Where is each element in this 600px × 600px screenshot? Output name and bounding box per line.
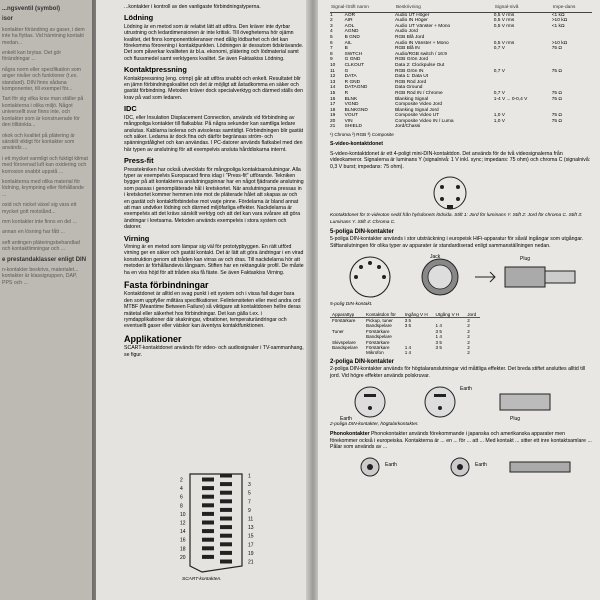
scart-pin xyxy=(202,546,214,550)
signal-level: 0,5 V rms xyxy=(493,12,515,18)
din-col-device: Apparattyp xyxy=(330,312,364,318)
din-input: 1 4 xyxy=(404,350,412,356)
signal-name: R xyxy=(344,90,349,96)
din-table-body xyxy=(330,317,480,355)
signal-level: 1,0 V xyxy=(493,113,505,119)
signal-name: VOUT xyxy=(344,113,358,119)
scart-pins-right xyxy=(220,474,254,566)
signal-level: 0,5 V rms xyxy=(493,40,515,46)
left-fragment: annan en lösning har fått ... xyxy=(2,229,65,236)
din-device-type xyxy=(330,350,364,355)
scart-pin xyxy=(202,529,214,533)
signal-level: 1,0 V xyxy=(493,118,505,124)
din-connector-for: Bandspelare xyxy=(366,323,392,329)
scart-connector-diagram xyxy=(172,470,272,576)
scart-pin-label: 8 xyxy=(180,503,183,510)
din-ground: 2 xyxy=(467,328,470,334)
signal-impedance: 75 Ω xyxy=(551,68,563,74)
right-column xyxy=(330,4,592,480)
pin-table-body xyxy=(330,12,592,130)
scart-pin xyxy=(220,482,232,486)
din-ground: 2 xyxy=(467,339,470,345)
phono-label-2: Earth xyxy=(475,461,487,468)
pin-number: 16 xyxy=(330,96,336,102)
scart-pin-label: 18 xyxy=(180,546,186,553)
signal-name: R GND xyxy=(344,79,361,85)
signal-description: Composite Video IN / Luma xyxy=(394,118,454,124)
din-col-input: Ingång V H xyxy=(403,312,434,318)
signal-impedance: >10 kΩ xyxy=(551,40,568,46)
pin-number: 12 xyxy=(330,74,336,80)
svideo-connector-diagram xyxy=(410,173,490,213)
din-table-row xyxy=(330,350,480,355)
signal-description: Audio IN Höger xyxy=(394,18,428,24)
signal-name: AGND xyxy=(344,29,359,35)
signal-description: Composite Video UT xyxy=(394,113,440,119)
pin-number: 18 xyxy=(330,107,336,113)
signal-name: AIR xyxy=(344,18,353,24)
din-col-ground: Jord xyxy=(465,312,480,318)
middle-column xyxy=(124,4,304,361)
signal-name: G GND xyxy=(344,57,361,63)
left-fragment: kontakterna med olika material för lödning, krympning eller förhållande ... xyxy=(2,178,84,198)
scart-pin xyxy=(220,491,232,495)
signal-description: RGB Grön IN xyxy=(394,68,424,74)
phono-label-1: Earth xyxy=(385,461,397,468)
section-body-idc: IDC, eller Insulation Displacement Connection, används vid förbindning av mångpoliga kontakter till flatkablar. På några sekunder kan samtliga ledare anslutas. Kablarna isoleras och avisoleras samtidigt. Förbindningen blir gastät och säker. Ledarna är dock fina och därför begränsas ström- och spänningstålighet och kan användas. I PC-datorer används flatkabel med den här typen av anslutning för att exempelvis ansluta hårddiskarna internt. xyxy=(124,114,304,153)
scart-outline xyxy=(190,474,242,572)
signal-impedance: >10 kΩ xyxy=(551,18,568,24)
pin-number: 13 xyxy=(330,79,336,85)
pin-number: 2 xyxy=(330,18,333,24)
left-column xyxy=(2,6,88,290)
left-fragment: seft antingen pläteringsbehandlad och kontaktlimningar och ... xyxy=(2,239,80,253)
din-connector-for: Mikrofon xyxy=(366,350,384,356)
left-fragment: okok och kvalitet på plätering är särskilt viktigt för kontakter som används ... xyxy=(2,132,75,152)
svideo-caption: Kontaktdonet för S-videoton sedd från hylsdonets lödsida. Stift 1: Jord för luminans Y. Stift 2: Jord för chroma C. Stift 3: Luminans Y. Stift 4: Chroma C. xyxy=(330,213,583,225)
din-device-type: Skivspelare xyxy=(332,339,356,345)
scart-pin-label: 6 xyxy=(180,494,183,501)
section-heading-kontaktpressning: Kontaktpressning xyxy=(124,65,187,75)
pin-table-row xyxy=(330,124,592,130)
din-col-output: Utgång V H xyxy=(434,312,466,318)
signal-name: B GND xyxy=(344,34,360,40)
signal-impedance: 75 Ω xyxy=(551,113,563,119)
pin-number: 14 xyxy=(330,85,336,91)
signal-description: RGB Röd Jord xyxy=(394,79,427,85)
signal-impedance: 75 Ω xyxy=(551,118,563,124)
scart-pin xyxy=(202,478,214,482)
din2-heading: 2-poliga DIN-kontakter xyxy=(330,358,395,365)
pin-number: 3 xyxy=(330,23,333,29)
left-fragment: några norm eller specifikation som anger nivåer och funktioner (t.ex. standard). DIN finns sådana komponenter, till exempel för... xyxy=(2,66,82,93)
din-ground: 2 xyxy=(467,344,470,350)
scart-pin-label: 7 xyxy=(248,499,251,506)
signal-impedance: 75 Ω xyxy=(551,96,563,102)
applikationer-body: SCART-kontaktdonet används för video- och audiosignaler i TV-sammanhang, se figur. xyxy=(124,345,304,358)
signal-description: Data 1: Data Ut xyxy=(394,74,429,80)
scart-pin-label: 15 xyxy=(248,533,254,540)
signal-name: SHIELD xyxy=(344,124,362,130)
din2-label-2: Earth xyxy=(460,386,472,392)
signal-impedance xyxy=(552,124,592,130)
din5-jack-label: Jack xyxy=(430,254,441,261)
din-output: 3 5 xyxy=(435,344,442,350)
din-ground: 2 xyxy=(467,317,470,323)
scart-pin-label: 5 xyxy=(248,490,251,497)
signal-level: 0,5 V rms xyxy=(493,18,515,24)
fasta-heading: Fasta förbindningar xyxy=(124,280,209,291)
signal-name: AIL xyxy=(344,40,352,46)
scart-pin-label: 4 xyxy=(180,486,183,493)
scart-caption: SCART-kontakten. xyxy=(182,577,222,582)
signal-level xyxy=(494,124,552,130)
signal-description: Audio UT Höger xyxy=(394,12,430,18)
scart-pin xyxy=(220,499,232,503)
scart-pin-label: 14 xyxy=(180,529,186,536)
pin-number: 1 xyxy=(330,12,333,18)
signal-name: VGND xyxy=(344,102,359,108)
din-col-connector: Kontaktdon för xyxy=(364,312,403,318)
signal-impedance: 75 Ω xyxy=(551,46,563,52)
din-device-type: Tuner xyxy=(332,328,344,334)
din-connector-for: Bandspelare xyxy=(366,334,392,340)
scart-pin-label: 20 xyxy=(180,554,186,561)
scart-pin-label: 16 xyxy=(180,537,186,544)
signal-level: 0,7 V xyxy=(493,68,505,74)
signal-name: AOR xyxy=(344,12,356,18)
din-output: 1 4 xyxy=(435,334,442,340)
signal-description: RGB Röd IN / Chrome xyxy=(394,90,443,96)
pin-number: 6 xyxy=(330,40,333,46)
col-header-level: Signal-nivå xyxy=(494,4,552,12)
section-heading-virning: Virning xyxy=(124,233,150,243)
din2-body: 2-poliga DIN-kontakter används för högtalaranslutningar vid måttliga effekter. Det breda stiftet ansluttes alltid till jord. Vid högre effekter används polskruvar. xyxy=(330,366,586,379)
col-header-description: Beskrivning xyxy=(395,4,494,12)
scart-pin xyxy=(202,512,214,516)
left-fragment: isor xyxy=(2,16,14,23)
section-heading-idc: IDC xyxy=(124,104,137,114)
signal-name: DATAGND xyxy=(344,85,368,91)
din-output xyxy=(434,350,466,355)
scart-pin-label: 11 xyxy=(248,516,254,523)
pin-number: 20 xyxy=(330,118,336,124)
signal-level: 0,7 V xyxy=(493,90,505,96)
din5-connector-diagram xyxy=(330,252,592,302)
intro-text: ...kontakter i kontroll av den vanligaste förbindningstyperna. xyxy=(124,4,261,10)
din-ground: 2 xyxy=(467,350,470,356)
din-device-type: Bandspelare xyxy=(332,344,358,350)
pin-number: 10 xyxy=(330,62,336,68)
signal-description: RGB Blå Jord xyxy=(394,34,425,40)
signal-level: 1-4 V ... 0-0,4 V xyxy=(493,96,528,102)
scart-pin-label: 3 xyxy=(248,482,251,489)
signal-name: AOL xyxy=(344,23,355,29)
din-connector-for: Pickup, tuner xyxy=(366,317,393,323)
left-fragment: Tart för sig vilka krav man ställer på kontakterna i olika miljö. Något universellt svar finns inte, och kontakter som är konstruerade för den tilltänkta... xyxy=(2,96,84,129)
scart-pin-label: 17 xyxy=(248,542,254,549)
din5-plug-label: Plug xyxy=(520,256,531,263)
pin-table-footnote: ¹) Chroma ²) RGB ³) Composite xyxy=(330,132,394,138)
signal-description: Blanking Signal xyxy=(394,96,429,102)
signal-description: Audio Jord xyxy=(394,29,418,35)
pin-number: 9 xyxy=(330,57,333,63)
pin-number: 4 xyxy=(330,29,333,35)
svideo-heading: S-video-kontaktdonet xyxy=(330,141,384,148)
scart-pin xyxy=(220,534,232,538)
scart-pin-label: 13 xyxy=(248,525,254,532)
signal-impedance: <1 kΩ xyxy=(551,12,565,18)
signal-name: BLNKGND xyxy=(344,107,368,113)
scart-pin-label: 21 xyxy=(248,559,254,566)
scart-pin xyxy=(202,521,214,525)
din-output: 1 4 xyxy=(435,323,442,329)
section-heading-lodning: Lödning xyxy=(124,13,154,23)
signal-description: RGB Blå IN xyxy=(394,46,420,52)
din-connector-for: Förstärkare xyxy=(366,328,390,334)
scart-pin-label: 12 xyxy=(180,520,186,527)
din-ground: 2 xyxy=(467,323,470,329)
scart-pin xyxy=(202,495,214,499)
pin-number: 21 xyxy=(330,124,336,130)
signal-level: 0,5 V rms xyxy=(493,23,515,29)
signal-name: DATA xyxy=(344,74,357,80)
left-fragment: mm kontakter inte finns en del ... xyxy=(2,218,77,225)
scart-pin-label: 19 xyxy=(248,550,254,557)
left-fragment: oxid och nickel växel sig vara ett mycket gott motstånd... xyxy=(2,202,77,215)
scart-pin-table xyxy=(330,4,592,130)
signal-impedance: 75 Ω xyxy=(551,90,563,96)
section-heading-press-fit: Press-fit xyxy=(124,156,154,166)
signal-description: RGB Grön Jord xyxy=(394,57,429,63)
din2-label-3: Plug xyxy=(510,416,521,422)
signal-name: VIN xyxy=(344,118,353,124)
scart-pin-label: 10 xyxy=(180,511,186,518)
signal-description: Data Ground xyxy=(394,85,423,91)
left-fragment: ...ngsventil (symbol) xyxy=(2,6,61,12)
scart-pin xyxy=(220,508,232,512)
applikationer-heading: Applikationer xyxy=(124,333,182,344)
scart-pin xyxy=(220,517,232,521)
signal-level: 0,7 V xyxy=(493,46,505,52)
section-body-kontaktpressning: Kontaktpressning (eng. crimp) går att utföra snabbt och enkelt. Resultatet blir en jämn förbindningskvalitet och det är möjligt att åstadkomma en säker och gastät förbindning. Metoden kräver dock specialverktyg och därmed ställs den krav på vad som ledaren. xyxy=(124,75,304,101)
pin-number: 5 xyxy=(330,34,333,40)
scart-pins-left xyxy=(180,478,214,561)
section-body-press-fit: Presstekniken har också utvecklats för mångpoliga kontaktsanslutningar. Alla typer av exempelvis Europacard finns idag i "Press-fit" utförande. Tekniken bygger på att kontakterna anslutningspinnar har en något fjädrande anslutning som passas i genompläterade hål i kretskortet. När anslutningarna pressas in i kretskortet kommer hemmen inte mot de pläterade hålet att skapas av och en gastät och kontaktförbindelse mot varje pinne. Fördelarna är bland annat att man undviker lödning och därmed miljöfarliga effekter. Nackdelarna är exempelvis att det krävs särskilt verktyg och att det kan vara svårare att göra ändringar i kretsarna. Metoden används exempelvis i stora system och datorer. xyxy=(124,166,304,231)
pin-number: 15 xyxy=(330,90,336,96)
left-fragment: i ett mycket varmligt och fuktigt klimat med förorenad luft kan oxidering och korrosion snabbt uppstå ... xyxy=(2,155,88,175)
signal-description: Audio UT Vänster + Mono xyxy=(394,23,451,29)
pin-number: 19 xyxy=(330,113,336,119)
din2-caption: 2-poliga DIN-kontakter, högtalarkontakter. xyxy=(330,422,419,427)
left-fragment: kontakter förändring av gaser, i dem inte ha flyttas. Vid hämtning kontakt medan... xyxy=(2,26,85,46)
din5-body: 5-poliga DIN-kontakter används i stor utsträckning i europeisk HiFi-apparatur för såväl ingångar som utgångar. Stiftanslutningen för olika typer av apparater är standardiserad enligt sammanställningen nedan. xyxy=(330,236,584,249)
signal-description: Audio IN Vänster + Mono xyxy=(394,40,449,46)
scart-pin xyxy=(220,560,232,564)
scart-pin-label: 2 xyxy=(180,477,183,484)
section-body-virning: Virning är en metod som lämpar sig väl för prototypbyggen. En rätt utförd virning ger en säker och gastät kontakt. Det är lätt att göra ändringar i en virad konstruktion genom att tråden kan virras av och dras. Till nackdelarna hör att metoden är förhållandevis långsam. Stiften har en rektangulär profil. De måste ha en viss höjd för att tråden ska få fäste. Se även Faktaskiss Virning. xyxy=(124,244,304,276)
signal-name: G xyxy=(344,68,349,74)
phono-heading: Phonokontakter xyxy=(330,431,370,438)
din-connector-for: Förstärkare xyxy=(366,339,390,345)
signal-name: B xyxy=(344,46,348,52)
left-fragment: enkelt kan brytas. Det gör förändringar ... xyxy=(2,50,62,63)
din-input: 1 4 xyxy=(404,344,412,350)
left-fragment: e prestandaklasser enligt DIN xyxy=(2,256,87,263)
din-usage-table xyxy=(330,312,480,356)
din2-connector-diagram xyxy=(330,382,592,422)
din5-heading: 5-poliga DIN-kontakter xyxy=(330,228,395,235)
signal-description: Data 2: Clockpulse Out xyxy=(394,62,445,68)
scart-pin xyxy=(202,538,214,542)
pin-number: 17 xyxy=(330,102,336,108)
din-output: 3 5 xyxy=(435,328,442,334)
signal-name: BLNK xyxy=(344,96,358,102)
scart-pin xyxy=(220,474,232,478)
signal-name: CLKOUT xyxy=(344,62,365,68)
din-ground: 2 xyxy=(467,334,470,340)
din2-label-1: Earth xyxy=(340,416,352,422)
signal-description: Composite Video Jord xyxy=(394,102,443,108)
section-body-lodning: Lödning är en metod som är relativt lätt att utföra. Den kräver inte dyrbar utrustning och ledardimensionen är inte kritisk. Till övegheterna hör ojämn kvalitet, det finns komponenttoleranser med dålig lödbarhet och det kan förekomma förorening i kontaktpunkten. Lödningen är dessutom tidskrävande. Det som påverkar kvaliteten är bl.a. ekonomi, plätering och lödmaterial samt och flussmedel samt verktygens kvalitet. Se även Faktaskiss Lödning. xyxy=(124,23,304,62)
din-input: 3 5 xyxy=(404,323,412,329)
fasta-body: Kontaktdonet är alltid en svag punkt i ett system och i vissa fall duger bara den som uppfyller militära specifikationer. Felintensiteten eller med andra ord MTBF (Meantime Between Failure) så viktigare att kontaktdonen hellre deras mätetal eller säkerhet hos förbindningar. Det kan gälla t.ex. i rymdapplikationer där skakningar, vibrationer, temperaturändringar och eventuellt gaser eller vätskor kan äventyra kontaktfunktionen. xyxy=(124,291,301,330)
scart-pin-label: 9 xyxy=(248,507,251,514)
signal-description: Blanking Signal Jord xyxy=(394,107,439,113)
signal-impedance: <1 kΩ xyxy=(551,23,565,29)
signal-name: SWTCH xyxy=(344,51,363,57)
signal-description: Jord/Chassi xyxy=(394,124,421,130)
scart-pin xyxy=(202,486,214,490)
col-header-impedance: Impe-dans xyxy=(552,4,592,12)
left-fragment: n-kontakter beskrivs, materialet... kontakter är klassigruppen, DAP, PPS och ... xyxy=(2,267,79,286)
din-table-header xyxy=(330,312,480,318)
scart-pin xyxy=(202,503,214,507)
scart-pin xyxy=(220,542,232,546)
scart-pin xyxy=(202,555,214,559)
pin-number: 11 xyxy=(330,68,335,74)
phono-body: Phonokontakter används förekommande i japanska och amerikanska apparater men förekommer också i europeiska. Kontakterna är ... en ... för ... att ... Med kontakt ... sitter ett inre kontaktsamlare ... Pålar som används av ... xyxy=(330,431,592,451)
pin-number: 8 xyxy=(330,51,333,57)
scart-pin-label: 1 xyxy=(248,473,251,480)
din-device-type: Förstärkare xyxy=(332,317,356,323)
din5-caption: 5-polig DIN-kontakt. xyxy=(330,302,373,308)
signal-description: Audio/RGB switch / 16:9 xyxy=(394,51,447,57)
din-connector-for: Förstärkare xyxy=(366,344,390,350)
phono-connector-diagram xyxy=(330,454,592,480)
scart-pin xyxy=(220,525,232,529)
pin-number: 7 xyxy=(330,46,333,52)
pin-table-header xyxy=(330,4,592,12)
svideo-body: S-video-kontaktdonet är ett 4-poligt mini-DIN-kontaktdon. Det används för de två videosignalerna från videokameror. Signalerna är luminans Y (signalnivå: 1 V inkl. sync; impedans: 75 ohm) och chroma C (signalnivå: 0,3 V burst; impedans: 75 ohm). xyxy=(330,150,591,170)
din-output: 3 5 xyxy=(435,339,442,345)
din-input: 3 5 xyxy=(404,317,412,323)
scart-pin xyxy=(220,551,232,555)
col-header-signal: Signal-/Stift namn xyxy=(330,4,395,12)
